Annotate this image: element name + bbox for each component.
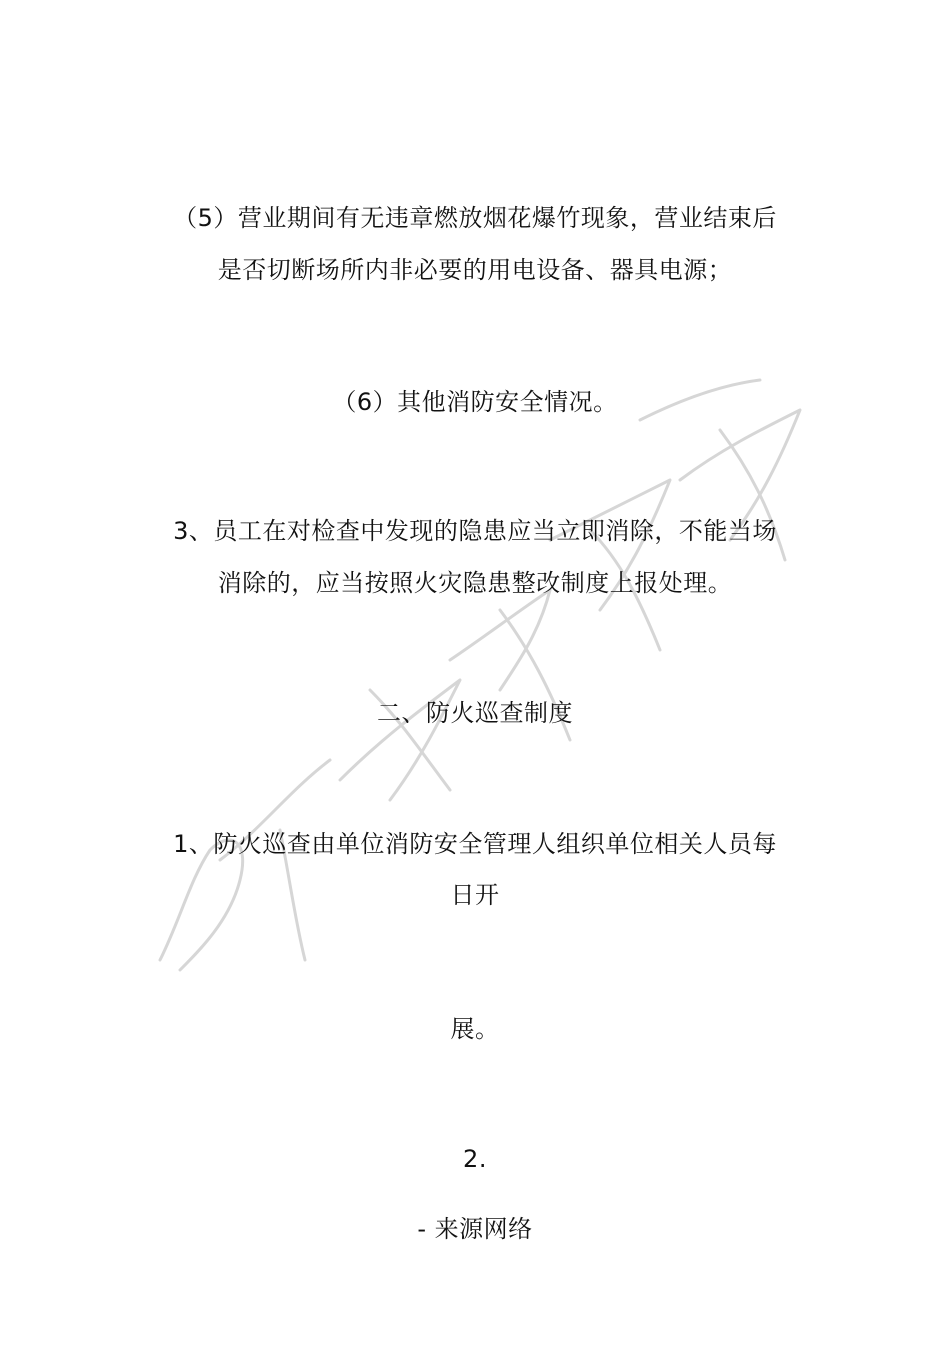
section-item-2: 2.: [463, 1145, 487, 1173]
section-item-1-line-3: 展。: [450, 1015, 500, 1043]
paragraph-5-line-1: （5）营业期间有无违章燃放烟花爆竹现象，营业结束后: [173, 204, 777, 232]
paragraph-6: （6）其他消防安全情况。: [332, 388, 618, 416]
section-heading: 二、防火巡查制度: [377, 699, 573, 727]
paragraph-5-line-2: 是否切断场所内非必要的用电设备、器具电源；: [217, 256, 733, 284]
paragraph-3-line-1: 3、员工在对检查中发现的隐患应当立即消除，不能当场: [173, 517, 777, 545]
section-item-1-line-1: 1、防火巡查由单位消防安全管理人组织单位相关人员每: [173, 830, 777, 858]
source-footer: - 来源网络: [417, 1215, 533, 1243]
section-item-1-line-2: 日开: [450, 881, 500, 909]
paragraph-3-line-2: 消除的，应当按照火灾隐患整改制度上报处理。: [217, 569, 733, 597]
